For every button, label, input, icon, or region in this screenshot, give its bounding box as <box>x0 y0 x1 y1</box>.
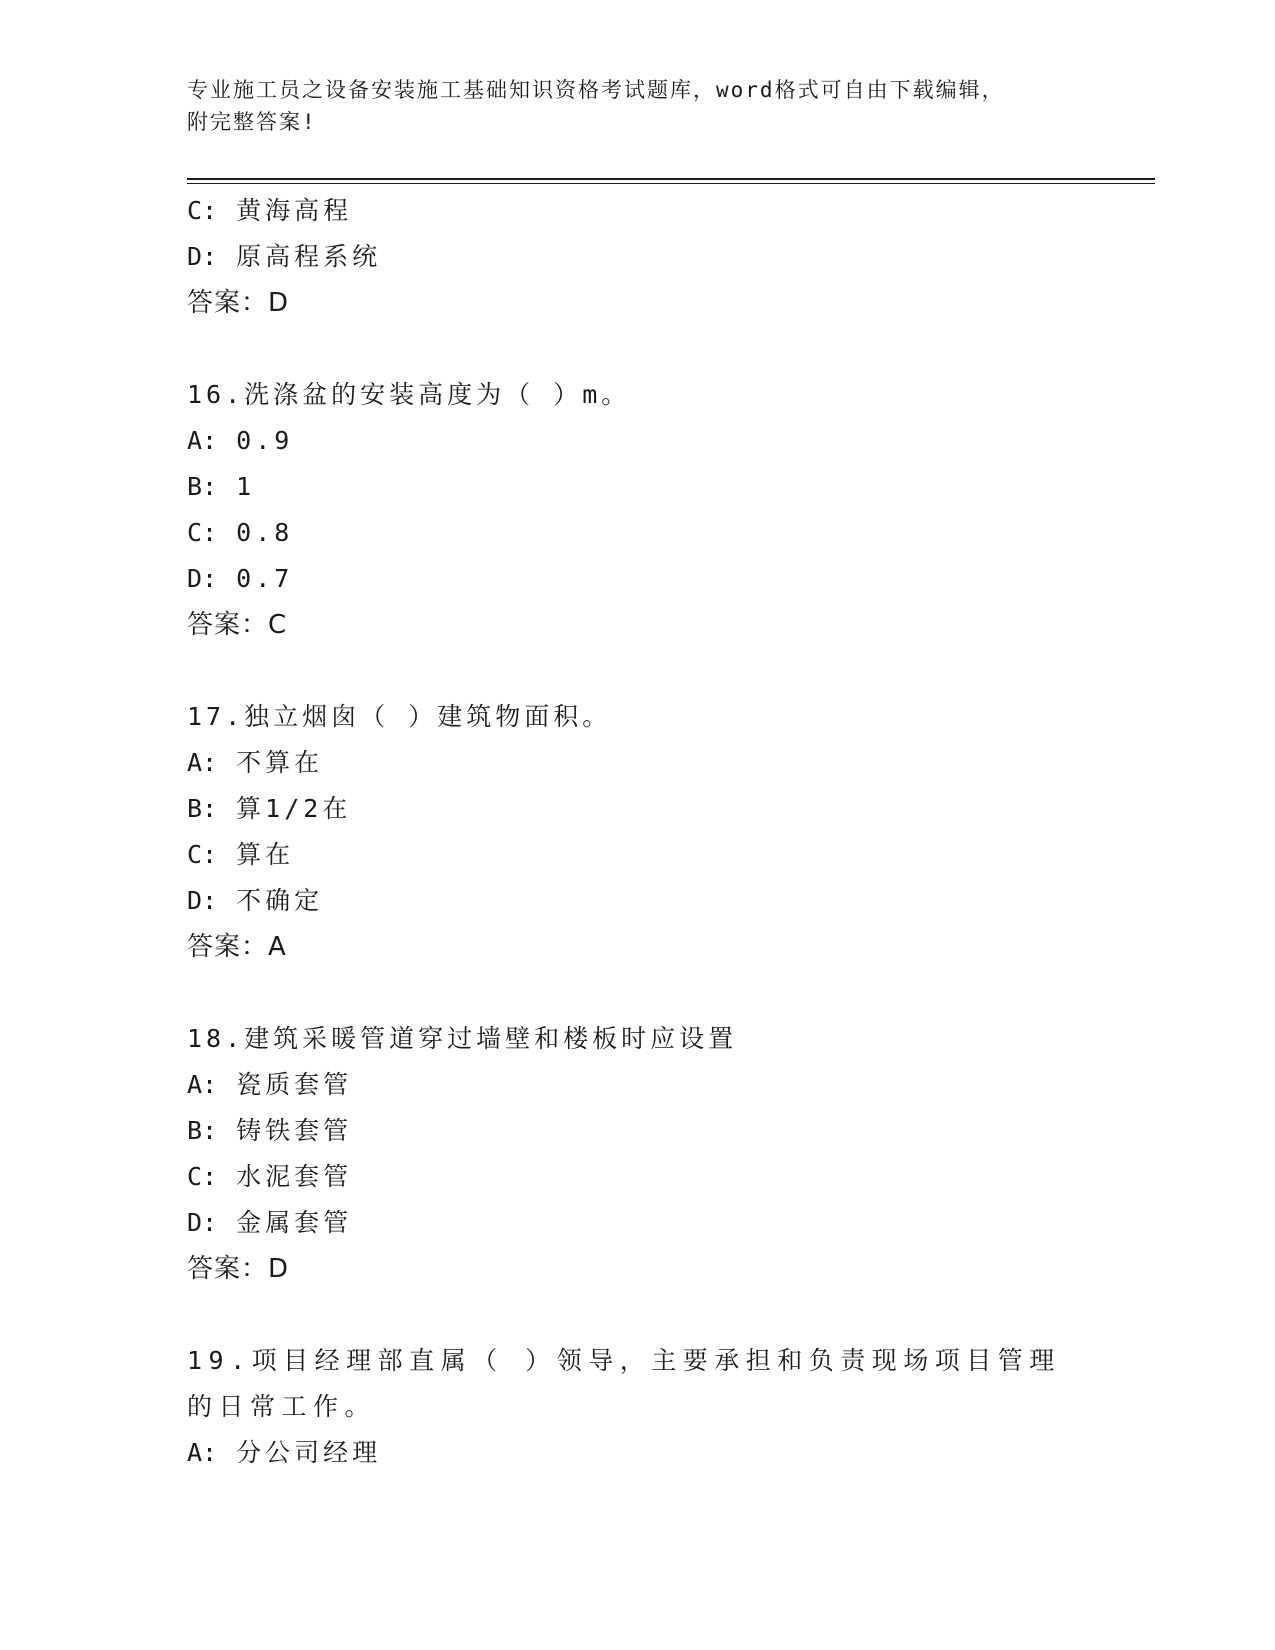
option-text: 算在 <box>236 840 295 869</box>
option-c <box>187 1154 1067 1200</box>
question-18 <box>187 1016 1067 1292</box>
answer-label: 答案： <box>187 1254 269 1284</box>
question-stem: 17.独立烟囱（ ）建筑物面积。 <box>187 702 612 731</box>
option-text: 原高程系统 <box>236 242 382 271</box>
option-letter: A: <box>187 1070 218 1099</box>
question-19 <box>187 1338 1067 1476</box>
header-divider-thin <box>187 183 1155 184</box>
option-letter: D: <box>187 564 218 593</box>
option-letter: B: <box>187 472 218 501</box>
header-line-1: 专业施工员之设备安装施工基础知识资格考试题库，word格式可自由下载编辑， <box>187 78 1005 102</box>
answer-label: 答案： <box>187 932 269 962</box>
option-letter: D: <box>187 1208 218 1237</box>
option-b <box>187 464 1067 510</box>
answer-line <box>187 280 1067 326</box>
option-d <box>187 556 1067 602</box>
option-letter: D: <box>187 242 218 271</box>
option-a <box>187 1430 1067 1476</box>
option-letter: C: <box>187 518 218 547</box>
answer-line <box>187 1246 1067 1292</box>
option-text: 0.9 <box>236 426 294 455</box>
option-letter: A: <box>187 748 218 777</box>
question-stem: 18.建筑采暖管道穿过墙壁和楼板时应设置 <box>187 1024 738 1053</box>
option-letter: D: <box>187 886 218 915</box>
option-letter: C: <box>187 840 218 869</box>
option-text: 黄海高程 <box>236 196 353 225</box>
option-text: 不算在 <box>236 748 324 777</box>
answer-value: A <box>268 932 287 962</box>
option-letter: B: <box>187 1116 218 1145</box>
option-a <box>187 740 1067 786</box>
option-letter: A: <box>187 426 218 455</box>
option-d <box>187 1200 1067 1246</box>
option-letter: A: <box>187 1438 218 1467</box>
option-text: 算1/2在 <box>236 794 352 823</box>
answer-label: 答案： <box>187 288 269 318</box>
document-header <box>187 74 1067 138</box>
option-text: 分公司经理 <box>236 1438 382 1467</box>
option-a <box>187 1062 1067 1108</box>
partial-question <box>187 188 1067 326</box>
option-text: 金属套管 <box>236 1208 353 1237</box>
question-stem: 16.洗涤盆的安装高度为（ ）m。 <box>187 380 631 409</box>
question-17 <box>187 694 1067 970</box>
question-content <box>187 188 1067 1476</box>
option-letter: C: <box>187 196 218 225</box>
option-d <box>187 878 1067 924</box>
option-text: 0.7 <box>236 564 294 593</box>
option-text: 0.8 <box>236 518 294 547</box>
option-text: 不确定 <box>236 886 324 915</box>
header-line-2: 附完整答案! <box>187 110 317 134</box>
answer-label: 答案： <box>187 610 269 640</box>
option-c <box>187 510 1067 556</box>
answer-value: D <box>268 1254 290 1284</box>
question-stem: 19.项目经理部直属（ ）领导，主要承担和负责现场项目管理的日常工作。 <box>187 1346 1061 1421</box>
option-text: 铸铁套管 <box>236 1116 353 1145</box>
answer-value: C <box>268 610 288 640</box>
option-a <box>187 418 1067 464</box>
option-b <box>187 786 1067 832</box>
option-c <box>187 188 1067 234</box>
option-letter: C: <box>187 1162 218 1191</box>
option-text: 水泥套管 <box>236 1162 353 1191</box>
option-c <box>187 832 1067 878</box>
option-text: 瓷质套管 <box>236 1070 353 1099</box>
header-divider-thick <box>187 178 1155 180</box>
option-text: 1 <box>236 472 256 501</box>
option-b <box>187 1108 1067 1154</box>
option-d <box>187 234 1067 280</box>
answer-value: D <box>268 288 290 318</box>
answer-line <box>187 602 1067 648</box>
option-letter: B: <box>187 794 218 823</box>
answer-line <box>187 924 1067 970</box>
question-16 <box>187 372 1067 648</box>
